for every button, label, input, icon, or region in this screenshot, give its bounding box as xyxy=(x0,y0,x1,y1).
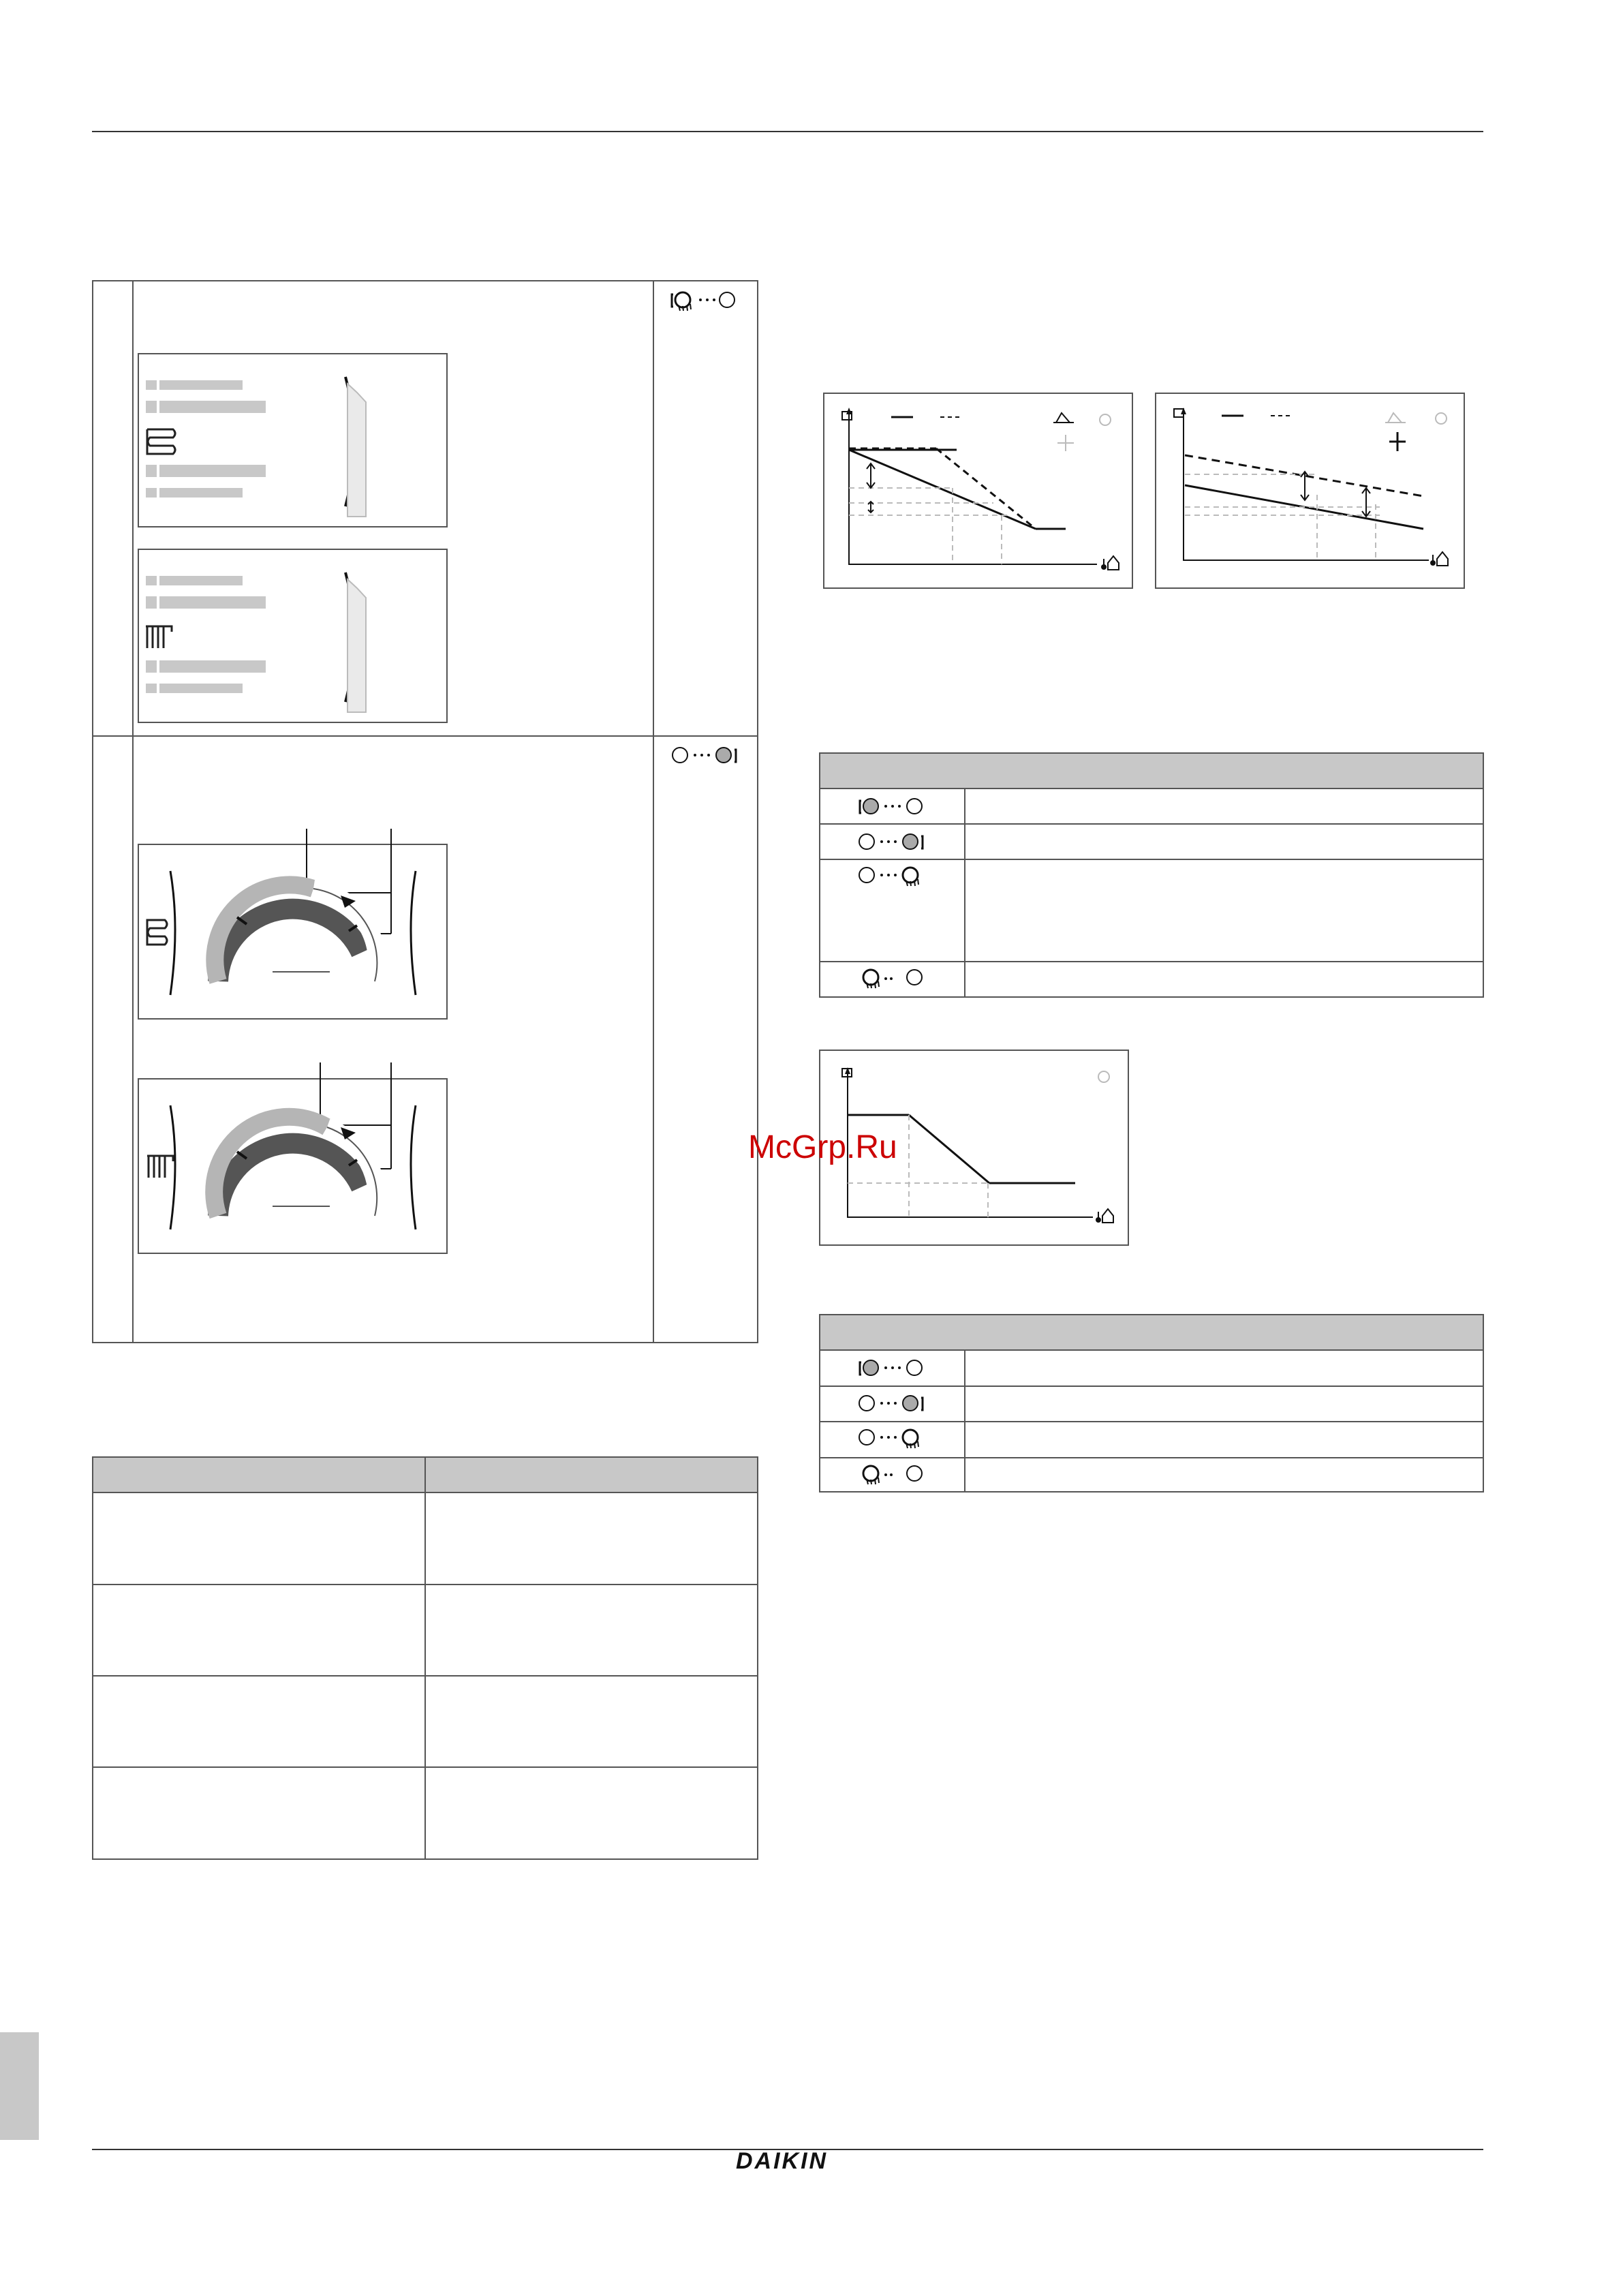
press-left-dial-icon xyxy=(669,286,744,313)
right-table-1-row-line xyxy=(819,859,1484,860)
turn-right-dial-icon xyxy=(856,1390,931,1417)
press-right-dial-icon xyxy=(856,1425,931,1452)
radiator-menu-content xyxy=(138,549,448,723)
curve-graph-1-plot xyxy=(823,393,1133,589)
right-table-1-row-line xyxy=(819,823,1484,825)
floor-menu-content xyxy=(138,353,448,527)
right-table-2-row-line xyxy=(819,1386,1484,1387)
turn-right-dial-icon xyxy=(856,828,931,855)
radiator-gauge-content xyxy=(138,1078,448,1254)
press-left-dial-icon xyxy=(860,965,935,992)
left-table-col-divider xyxy=(424,1456,426,1860)
left-table-row-line xyxy=(92,1766,758,1768)
right-table-2-header xyxy=(819,1314,1484,1351)
right-table-2-row-line xyxy=(819,1421,1484,1422)
floor-gauge-content xyxy=(138,844,448,1020)
right-table-1-col-divider xyxy=(964,788,965,998)
right-table-1-row-line xyxy=(819,961,1484,962)
curve-graph-2-plot xyxy=(1155,393,1465,589)
procedure-table-col1 xyxy=(132,280,134,1343)
press-left-dial-icon xyxy=(860,1461,935,1488)
right-table-2-row-line xyxy=(819,1457,1484,1458)
header-rule xyxy=(92,131,1483,132)
left-table-row-line xyxy=(92,1584,758,1585)
procedure-table-row-divider xyxy=(92,735,758,737)
left-table-row-line xyxy=(92,1675,758,1677)
turn-left-dial-icon xyxy=(856,1354,931,1381)
side-tab xyxy=(0,2032,39,2140)
press-right-dial-icon xyxy=(856,863,931,890)
right-table-1-header xyxy=(819,752,1484,789)
turn-left-dial-icon xyxy=(856,793,931,820)
procedure-table-col3 xyxy=(653,280,654,1343)
daikin-logo: DAIKIN xyxy=(736,2148,829,2174)
watermark-text: McGrp.Ru xyxy=(748,1129,897,1165)
turn-right-dial-icon xyxy=(669,741,744,769)
